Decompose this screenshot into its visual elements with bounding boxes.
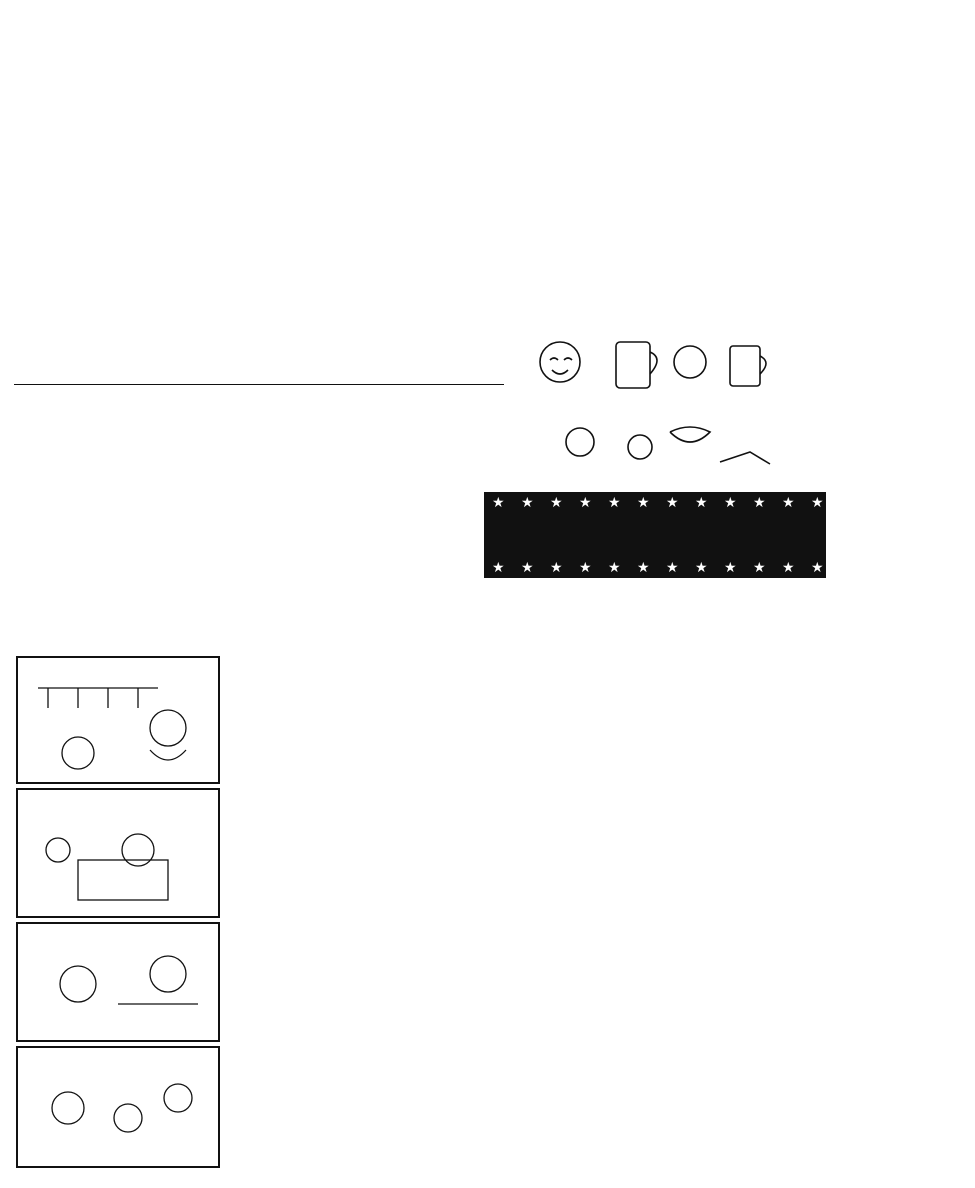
comic-strip xyxy=(12,606,224,1172)
comic-panel-2 xyxy=(16,788,220,918)
article3-heading xyxy=(440,606,470,846)
comic-title xyxy=(20,608,216,648)
donation-notice xyxy=(492,667,818,729)
masthead-banner xyxy=(484,492,975,578)
issue-line xyxy=(556,732,826,764)
star-row-top: ★ ★ ★ ★ ★ ★ ★ ★ ★ ★ ★ ★ ★ ★ ★ ★ ★ xyxy=(492,495,975,511)
article4-body xyxy=(230,866,436,1138)
article1-heading xyxy=(778,62,812,332)
article3-body xyxy=(230,610,436,858)
masthead-title xyxy=(498,506,798,568)
article2-heading xyxy=(436,330,466,630)
article5-heading xyxy=(768,766,800,1146)
article2-footnote xyxy=(14,340,68,586)
article4-heading xyxy=(440,866,468,1066)
comic-panel-3 xyxy=(16,922,220,1042)
star-row-bottom: ★ ★ ★ ★ ★ ★ ★ ★ ★ ★ ★ ★ xyxy=(492,560,830,576)
article2-body xyxy=(90,340,432,586)
article5-sub xyxy=(660,766,750,790)
article5-body xyxy=(478,792,764,1132)
drink-illustration xyxy=(520,322,816,490)
comic-panel-4 xyxy=(16,1046,220,1168)
comic-panel-1 xyxy=(16,656,220,784)
